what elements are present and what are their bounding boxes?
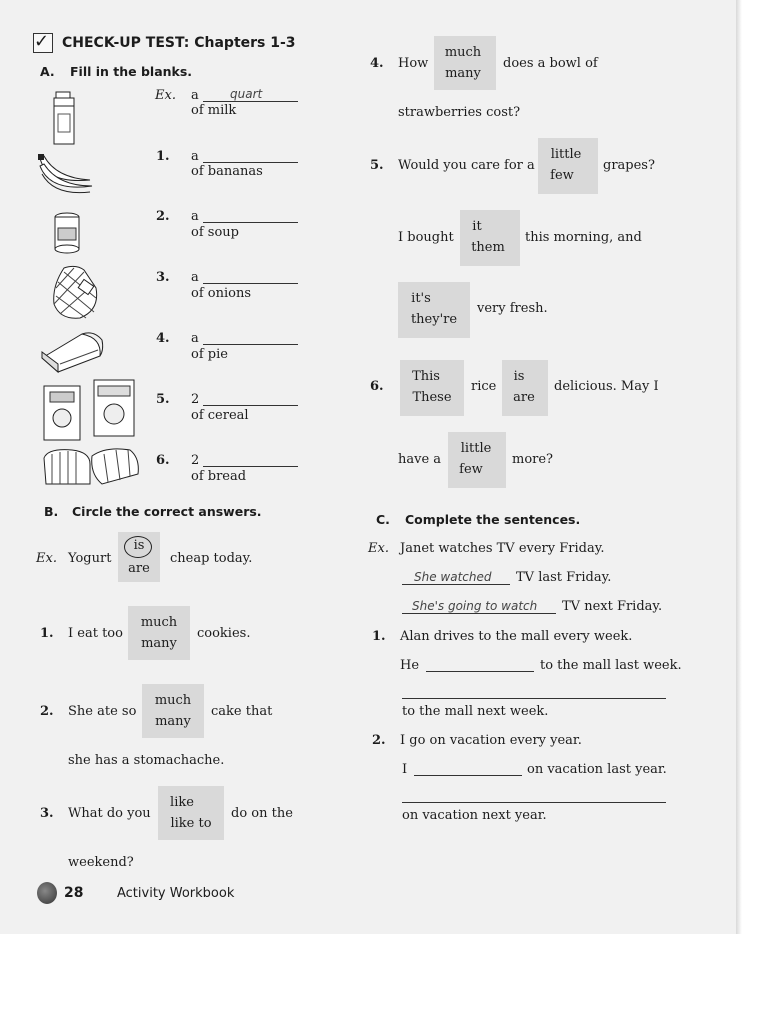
a-item-5-number: 5. [156,392,170,407]
b-item-2-continuation: she has a stomachache. [68,753,225,768]
c-example-after-2: TV next Friday. [562,599,663,614]
b-item-2-number: 2. [40,704,54,719]
b-item-5-line2-option-2[interactable]: them [471,240,505,255]
pie-icon [38,328,106,376]
b-item-5-after: grapes? [603,158,655,173]
page-title: CHECK-UP TEST: Chapters 1-3 [62,35,296,51]
b-item-4-number: 4. [370,56,384,71]
b-item-5-line2-before: I bought [398,230,454,245]
b-item-1-option-2[interactable]: many [141,636,177,651]
c-item-1-subject: He [400,658,420,673]
a-item-4-noun: of pie [191,347,228,362]
example-answer-line [203,101,298,102]
b-item-6-number: 6. [370,379,384,394]
b-item-1-after: cookies. [197,626,251,641]
b-example-option-1[interactable]: is [133,538,145,553]
b-example-after: cheap today. [170,551,253,566]
page-number: 28 [64,885,84,901]
section-a-letter: A. [40,64,55,79]
c-example-answer-2: She's going to watch [412,599,538,613]
c-item-1-blank-1[interactable] [426,671,534,672]
c-item-1-after-2: to the mall next week. [402,704,549,719]
b-item-5-before: Would you care for a [398,158,535,173]
a-item-3-prefix: a [191,270,199,285]
check-mark-icon: ✓ [34,31,50,52]
b-item-3-option-2[interactable]: like to [170,816,212,831]
c-item-2-blank-1[interactable] [414,775,522,776]
b-item-3-after: do on the [231,806,293,821]
a-item-1-noun: of bananas [191,164,263,179]
example-answer: quart [230,87,263,101]
apple-logo-icon [37,882,57,904]
section-b-heading: Circle the correct answers. [72,504,262,519]
c-item-2-number: 2. [372,733,386,748]
b-item-4-continuation: strawberries cost? [398,105,521,120]
example-noun: of milk [191,103,237,118]
b-item-3-option-1[interactable]: like [170,795,194,810]
b-item-1-option-1[interactable]: much [140,615,178,630]
b-item-4-option-2[interactable]: many [445,66,481,81]
c-example-sentence: Janet watches TV every Friday. [400,541,605,556]
b-item-6-line2-before: have a [398,452,442,467]
c-example-answer-1: She watched [414,570,492,584]
c-example-blank-1 [402,584,510,585]
a-item-2-number: 2. [156,209,170,224]
b-item-5-line2-option-1[interactable]: it [472,219,482,234]
b-item-6-line2-after: more? [512,452,554,467]
a-item-6-noun: of bread [191,469,247,484]
bananas-icon [36,150,96,194]
b-item-5-option-2[interactable]: few [550,168,574,183]
b-item-6-option-3[interactable]: is [513,369,525,384]
b-item-6-option-1[interactable]: This [412,369,440,384]
c-example-blank-2 [402,613,556,614]
c-example-label: Ex. [368,541,389,556]
onion-bag-icon [50,264,102,322]
cereal-boxes-icon [42,378,136,442]
b-item-4-after: does a bowl of [503,56,598,71]
b-item-1-before: I eat too [68,626,123,641]
b-item-2-option-1[interactable]: much [154,693,192,708]
b-item-6-after: delicious. May I [554,379,659,394]
a-item-3-blank[interactable] [203,283,298,284]
a-item-2-blank[interactable] [203,222,298,223]
a-item-5-blank[interactable] [203,405,298,406]
example-label: Ex. [155,88,176,103]
b-example-before: Yogurt [68,551,112,566]
section-a-heading: Fill in the blanks. [70,64,193,79]
c-item-2-blank-2[interactable] [402,802,666,803]
c-item-2-sentence: I go on vacation every year. [400,733,582,748]
a-item-2-prefix: a [191,209,199,224]
b-item-3-continuation: weekend? [68,855,134,870]
b-item-4-option-1[interactable]: much [444,45,482,60]
b-item-1-number: 1. [40,626,54,641]
c-item-2-after-1: on vacation last year. [527,762,667,777]
a-item-2-noun: of soup [191,225,239,240]
c-item-1-after-1: to the mall last week. [540,658,682,673]
a-item-1-blank[interactable] [203,162,298,163]
a-item-1-prefix: a [191,149,199,164]
bread-loaves-icon [42,444,142,490]
b-item-2-option-2[interactable]: many [155,714,191,729]
a-item-5-noun: of cereal [191,408,249,423]
b-item-5-line3-option-2[interactable]: they're [410,312,458,327]
b-example-option-2[interactable]: are [128,561,150,576]
c-item-2-subject: I [402,762,408,777]
b-item-5-line3-option-1[interactable]: it's [411,291,431,306]
b-item-3-number: 3. [40,806,54,821]
b-item-6-noun: rice [471,379,497,394]
c-example-after-1: TV last Friday. [516,570,612,585]
a-item-4-prefix: a [191,331,199,346]
b-item-6-line2-option-2[interactable]: few [459,462,483,477]
c-item-1-number: 1. [372,629,386,644]
b-example-label: Ex. [36,551,57,566]
section-b-letter: B. [44,504,59,519]
soup-can-icon [52,212,82,254]
b-item-5-number: 5. [370,158,384,173]
b-item-5-line3-after: very fresh. [477,301,548,316]
a-item-6-blank[interactable] [203,466,298,467]
a-item-4-blank[interactable] [203,344,298,345]
b-item-3-before: What do you [68,806,151,821]
c-item-1-blank-2[interactable] [402,698,666,699]
c-item-1-sentence: Alan drives to the mall every week. [400,629,633,644]
book-title: Activity Workbook [117,886,235,901]
section-c-heading: Complete the sentences. [405,512,581,527]
a-item-5-prefix: 2 [191,392,200,407]
b-item-6-option-2[interactable]: These [412,390,452,405]
example-prefix: a [191,88,199,103]
a-item-3-noun: of onions [191,286,251,301]
b-item-5-option-1[interactable]: little [550,147,582,162]
a-item-6-prefix: 2 [191,453,200,468]
a-item-3-number: 3. [156,270,170,285]
b-item-5-line2-after: this morning, and [525,230,642,245]
c-item-2-after-2: on vacation next year. [402,808,547,823]
b-item-2-after: cake that [211,704,273,719]
b-item-6-line2-option-1[interactable]: little [460,441,492,456]
milk-carton-icon [50,90,80,146]
a-item-6-number: 6. [156,453,170,468]
section-c-letter: C. [376,512,390,527]
page-edge [736,0,742,934]
b-item-2-before: She ate so [68,704,137,719]
b-item-4-before: How [398,56,429,71]
a-item-4-number: 4. [156,331,170,346]
a-item-1-number: 1. [156,149,170,164]
b-item-6-option-4[interactable]: are [513,390,535,405]
